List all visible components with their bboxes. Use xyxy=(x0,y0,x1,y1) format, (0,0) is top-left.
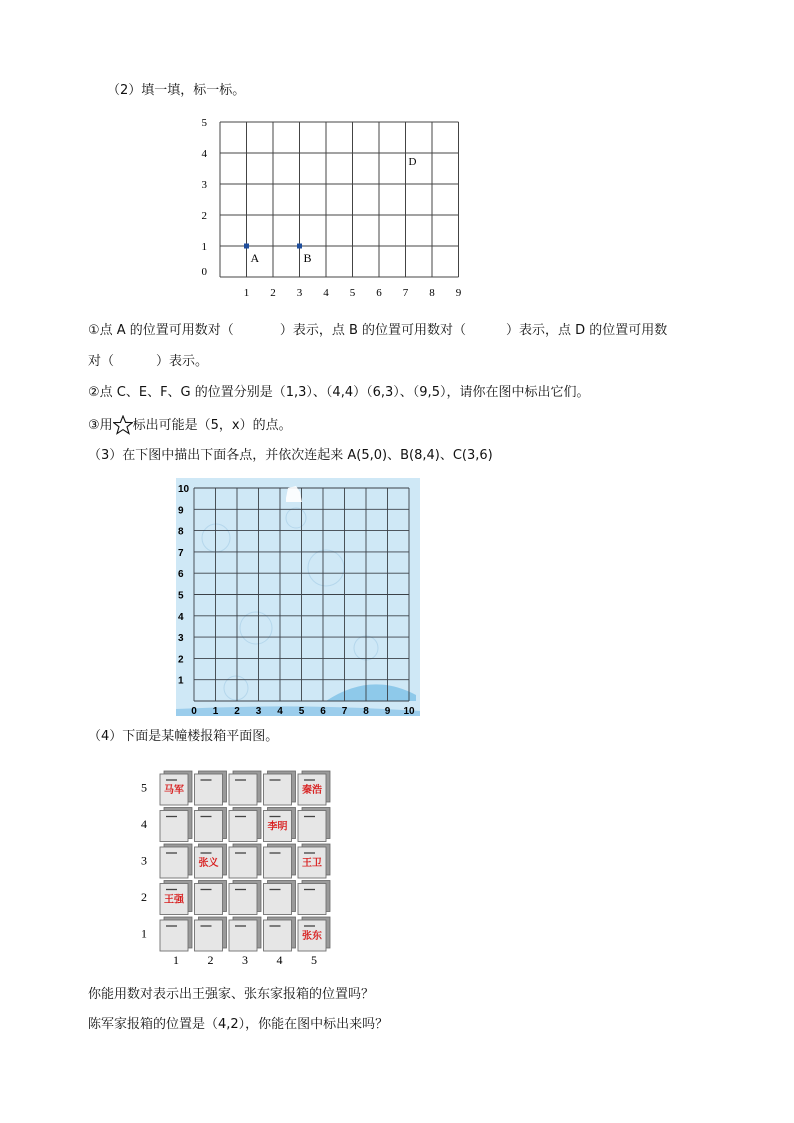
mailbox xyxy=(229,808,261,842)
y-tick-label: 2 xyxy=(178,654,184,666)
x-tick-label: 2 xyxy=(234,706,240,716)
x-tick-label: 4 xyxy=(323,287,329,299)
column-label: 2 xyxy=(207,953,214,967)
mailbox xyxy=(195,844,227,878)
y-tick-label: 5 xyxy=(201,117,207,129)
mailbox-name: 李明 xyxy=(267,821,288,833)
y-tick-label: 4 xyxy=(201,148,207,160)
item1-text-e: ）表示。 xyxy=(156,354,209,369)
mailbox-name: 张义 xyxy=(198,858,219,869)
mailbox xyxy=(160,844,192,878)
star-outline-icon xyxy=(113,415,133,433)
mailbox xyxy=(160,917,192,951)
mailbox-front xyxy=(298,811,326,842)
mailbox-front xyxy=(298,884,326,915)
y-tick-label: 7 xyxy=(178,547,184,559)
mailbox xyxy=(264,917,296,951)
item3-text-a: ③用 xyxy=(88,418,113,433)
y-tick-label: 2 xyxy=(201,210,207,222)
x-tick-label: 10 xyxy=(403,706,415,716)
mailbox-front xyxy=(229,774,257,805)
column-label: 1 xyxy=(173,953,179,967)
coordinate-grid-a xyxy=(190,110,490,305)
mailbox xyxy=(160,771,192,805)
mailbox-plan xyxy=(130,765,340,970)
mailbox-front xyxy=(264,774,292,805)
mailbox xyxy=(264,844,296,878)
item1-text-d: 对（ xyxy=(88,354,115,369)
row-label: 5 xyxy=(141,780,147,795)
mailbox-front xyxy=(160,920,188,951)
point-label-d: D xyxy=(408,156,417,168)
q2-item2: ②点 C、E、F、G 的位置分别是（1,3）、（4,4）（6,3）、（9,5），请你在图中标出它们。 xyxy=(88,385,590,400)
mailbox xyxy=(229,771,261,805)
mailbox xyxy=(298,771,330,805)
grid-background xyxy=(176,478,420,716)
q3-heading: （3）在下图中描出下面各点，并依次连起来 A(5,0)、B(8,4)、C(3,6) xyxy=(88,448,493,463)
mailbox xyxy=(195,917,227,951)
x-tick-label: 6 xyxy=(376,287,382,299)
mailbox xyxy=(264,808,296,842)
row-label: 3 xyxy=(141,853,147,868)
x-tick-label: 1 xyxy=(243,287,250,299)
mailbox-name: 王卫 xyxy=(302,858,322,869)
x-tick-label: 9 xyxy=(384,706,391,716)
q2-item1-line1 xyxy=(88,322,667,340)
mailbox xyxy=(229,844,261,878)
x-tick-label: 1 xyxy=(212,706,219,716)
q2-item3 xyxy=(88,415,292,435)
y-tick-label: 4 xyxy=(178,611,184,623)
q4-question1: 你能用数对表示出王强家、张东家报箱的位置吗？ xyxy=(88,987,375,1002)
x-tick-label: 3 xyxy=(255,706,262,716)
column-label: 5 xyxy=(311,953,317,967)
x-tick-label: 4 xyxy=(277,706,283,716)
item3-text-b: 标出可能是（5，x）的点。 xyxy=(132,418,292,433)
y-tick-label: 3 xyxy=(201,179,207,191)
y-tick-label: 1 xyxy=(178,675,184,687)
mailbox xyxy=(264,771,296,805)
y-tick-label: 5 xyxy=(178,590,184,602)
x-tick-label: 8 xyxy=(363,706,369,716)
x-tick-label: 3 xyxy=(296,287,303,299)
q2-heading: （2）填一填，标一标。 xyxy=(107,83,246,98)
q2-item1-line2 xyxy=(88,353,208,371)
mailbox xyxy=(264,881,296,915)
point-marker-a xyxy=(244,244,249,249)
mailbox-front xyxy=(229,847,257,878)
column-label: 3 xyxy=(242,953,248,967)
x-tick-label: 8 xyxy=(429,287,435,299)
row-label: 1 xyxy=(141,926,147,941)
x-tick-label: 7 xyxy=(341,706,348,716)
mailbox-front xyxy=(195,811,223,842)
mailbox-front xyxy=(229,884,257,915)
mailbox-front xyxy=(229,811,257,842)
mailbox xyxy=(229,917,261,951)
y-tick-label: 10 xyxy=(178,484,190,495)
y-tick-label: 6 xyxy=(178,569,184,581)
mailbox xyxy=(298,808,330,842)
y-tick-label: 0 xyxy=(201,266,207,278)
mailbox-front xyxy=(195,884,223,915)
mailbox-front xyxy=(195,920,223,951)
x-tick-label: 7 xyxy=(402,287,409,299)
mailbox-name: 马军 xyxy=(164,785,184,796)
mailbox xyxy=(298,844,330,878)
mailbox-front xyxy=(264,920,292,951)
x-tick-label: 5 xyxy=(298,706,305,716)
item1-text-c: ）表示，点 D 的位置可用数 xyxy=(506,323,668,338)
q4-question2: 陈军家报箱的位置是（4,2），你能在图中标出来吗？ xyxy=(88,1017,389,1032)
mailbox-front xyxy=(264,884,292,915)
mailbox-front xyxy=(160,847,188,878)
q4-heading: （4）下面是某幢楼报箱平面图。 xyxy=(88,729,279,744)
coordinate-grid-b xyxy=(176,478,420,716)
mailbox-name: 张东 xyxy=(302,931,322,942)
row-label: 4 xyxy=(141,817,147,831)
x-tick-label: 2 xyxy=(270,287,276,299)
mailbox xyxy=(195,808,227,842)
item1-text-a: ①点 A 的位置可用数对（ xyxy=(88,323,234,338)
y-tick-label: 9 xyxy=(178,505,184,517)
point-label-b: B xyxy=(303,251,312,265)
mailbox xyxy=(195,881,227,915)
x-tick-label: 6 xyxy=(320,706,326,716)
item1-text-b: ）表示，点 B 的位置可用数对（ xyxy=(279,323,466,338)
mailbox-front xyxy=(160,811,188,842)
mailbox xyxy=(298,881,330,915)
y-tick-label: 8 xyxy=(178,526,184,538)
point-marker-b xyxy=(297,244,302,249)
mailbox-front xyxy=(195,774,223,805)
mailbox-name: 秦浩 xyxy=(302,785,322,796)
y-tick-label: 1 xyxy=(201,241,207,253)
mailbox xyxy=(298,917,330,951)
x-tick-label: 9 xyxy=(455,287,462,299)
point-label-a: A xyxy=(250,251,260,265)
y-tick-label: 3 xyxy=(178,633,184,645)
mailbox-name: 王强 xyxy=(164,894,184,906)
x-tick-label: 5 xyxy=(349,287,356,299)
mailbox xyxy=(160,808,192,842)
x-tick-label: 0 xyxy=(191,706,197,716)
mailbox xyxy=(160,881,192,915)
mailbox-front xyxy=(264,847,292,878)
mailbox xyxy=(229,881,261,915)
row-label: 2 xyxy=(141,890,147,904)
mailbox xyxy=(195,771,227,805)
mailbox-front xyxy=(229,920,257,951)
column-label: 4 xyxy=(276,953,283,967)
